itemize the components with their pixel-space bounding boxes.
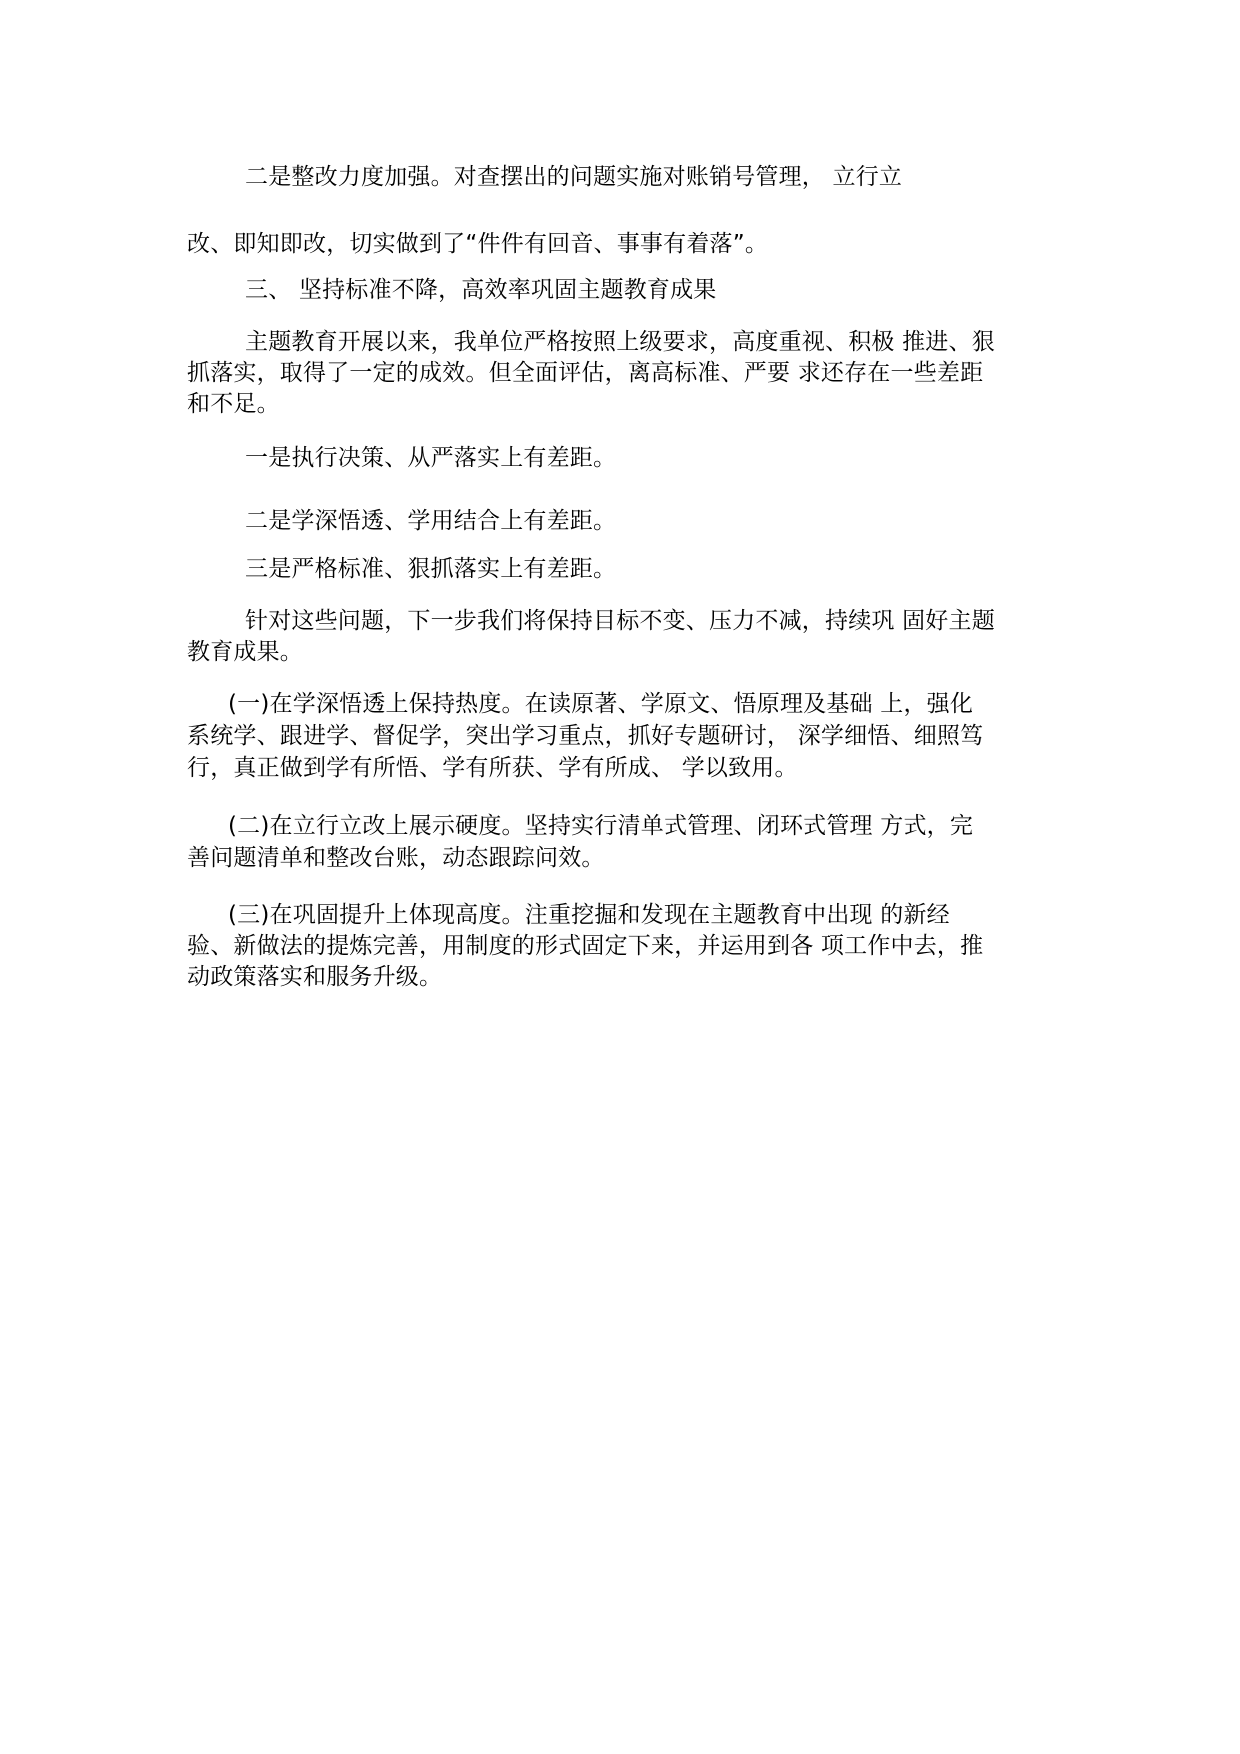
paragraph-line: 针对这些问题，下一步我们将保持目标不变、压力不减，持续巩 固好主题 <box>245 608 995 634</box>
paragraph-line: 三是严格标准、狠抓落实上有差距。 <box>245 556 617 582</box>
paragraph-line: 教育成果。 <box>187 639 303 665</box>
paragraph-line: 二是整改力度加强。对查摆出的问题实施对账销号管理， 立行立 <box>245 164 903 190</box>
paragraph-line: (二)在立行立改上展示硬度。坚持实行清单式管理、闭环式管理 方式，完 <box>228 813 974 839</box>
paragraph-line: 一是执行决策、从严落实上有差距。 <box>245 445 617 471</box>
paragraph-line: 行，真正做到学有所悟、学有所获、学有所成、 学以致用。 <box>187 755 798 781</box>
section-heading: 三、 坚持标准不降，高效率巩固主题教育成果 <box>245 277 717 303</box>
paragraph-line: 善问题清单和整改台账，动态跟踪问效。 <box>187 845 605 871</box>
paragraph-line: 动政策落实和服务升级。 <box>187 964 443 990</box>
paragraph-line: 主题教育开展以来，我单位严格按照上级要求，高度重视、积极 推进、狠 <box>245 329 995 355</box>
paragraph-line: 抓落实，取得了一定的成效。但全面评估，离高标准、严要 求还存在一些差距 <box>187 360 984 386</box>
paragraph-line: 和不足。 <box>187 391 280 417</box>
paragraph-line: 二是学深悟透、学用结合上有差距。 <box>245 508 617 534</box>
paragraph-line: (一)在学深悟透上保持热度。在读原著、学原文、悟原理及基础 上，强化 <box>228 691 974 717</box>
paragraph-line: 改、即知即改，切实做到了“件件有回音、事事有着落”。 <box>187 231 769 257</box>
paragraph-line: 系统学、跟进学、督促学，突出学习重点，抓好专题研讨， 深学细悟、细照笃 <box>187 723 984 749</box>
paragraph-line: 验、新做法的提炼完善，用制度的形式固定下来，并运用到各 项工作中去，推 <box>187 933 984 959</box>
paragraph-line: (三)在巩固提升上体现高度。注重挖掘和发现在主题教育中出现 的新经 <box>228 902 950 928</box>
